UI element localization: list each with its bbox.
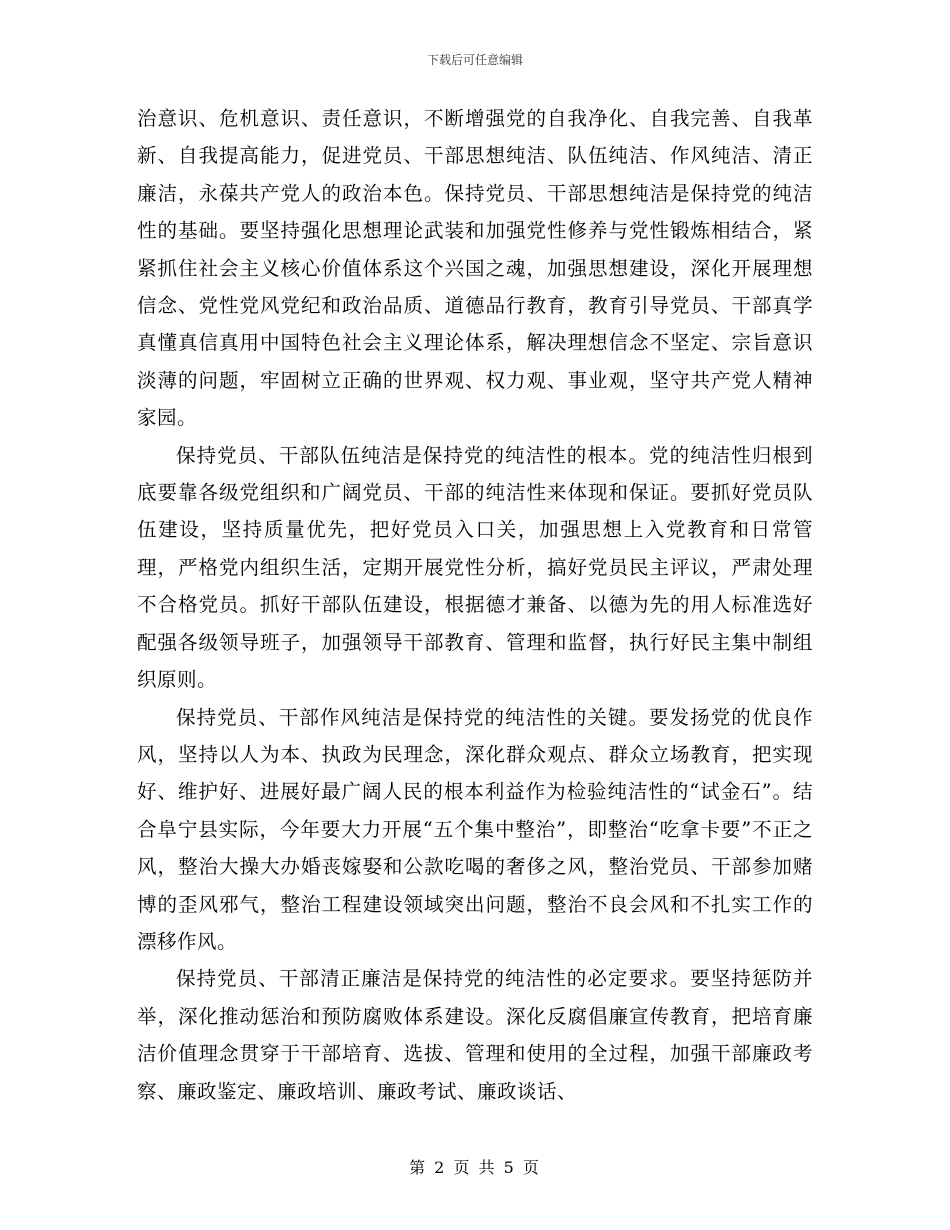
paragraph-integrity: 保持党员、干部清正廉洁是保持党的纯洁性的必定要求。要坚持惩防并举，深化推动惩治和预防腐败体系建设。深化反腐倡廉宣传教育，把培育廉洁价值理念贯穿于干部培育、选拔、管理和使用的全过程，加强干部廉政考察、廉政鉴定、廉政培训、廉政考试、廉政谈话、 [137, 967, 813, 1103]
document-body [137, 100, 813, 1110]
paragraph-continuation: 治意识、危机意识、责任意识，不断增强党的自我净化、自我完善、自我革新、自我提高能力，促进党员、干部思想纯洁、队伍纯洁、作风纯洁、清正廉洁，永葆共产党人的政治本色。保持党员、干部思想纯洁是保持党的纯洁性的基础。要坚持强化思想理论武装和加强党性修养与党性锻炼相结合，紧紧抓住社会主义核心价值体系这个兴国之魂，加强思想建设，深化开展理想信念、党性党风党纪和政治品质、道德品行教育，教育引导党员、干部真学真懂真信真用中国特色社会主义理论体系，解决理想信念不坚定、宗旨意识淡薄的问题，牢固树立正确的世界观、权力观、事业观，坚守共产党人精神家园。 [137, 107, 813, 430]
paragraph-team-purity: 保持党员、干部队伍纯洁是保持党的纯洁性的根本。党的纯洁性归根到底要靠各级党组织和广阔党员、干部的纯洁性来体现和保证。要抓好党员队伍建设，坚持质量优先，把好党员入口关，加强思想上入党教育和日常管理，严格党内组织生活，定期开展党性分析，搞好党员民主评议，严肃处理不合格党员。抓好干部队伍建设，根据德才兼备、以德为先的用人标准选好配强各级领导班子，加强领导干部教育、管理和监督，执行好民主集中制组织原则。 [137, 443, 813, 692]
page-header-note: 下载后可任意编辑 [426, 53, 523, 67]
page-number-footer: 第 2 页 共 5 页 [409, 1158, 541, 1177]
paragraph-style-purity: 保持党员、干部作风纯洁是保持党的纯洁性的关键。要发扬党的优良作风，坚持以人为本、执政为民理念，深化群众观点、群众立场教育，把实现好、维护好、进展好最广阔人民的根本利益作为检验纯洁性的“试金石”。结合阜宁县实际，今年要大力开展“五个集中整治”，即整治“吃拿卡要”不正之风，整治大操大办婚丧嫁娶和公款吃喝的奢侈之风，整治党员、干部参加赌博的歪风邪气，整治工程建设领域突出问题，整治不良会风和不扎实工作的漂移作风。 [137, 705, 813, 953]
